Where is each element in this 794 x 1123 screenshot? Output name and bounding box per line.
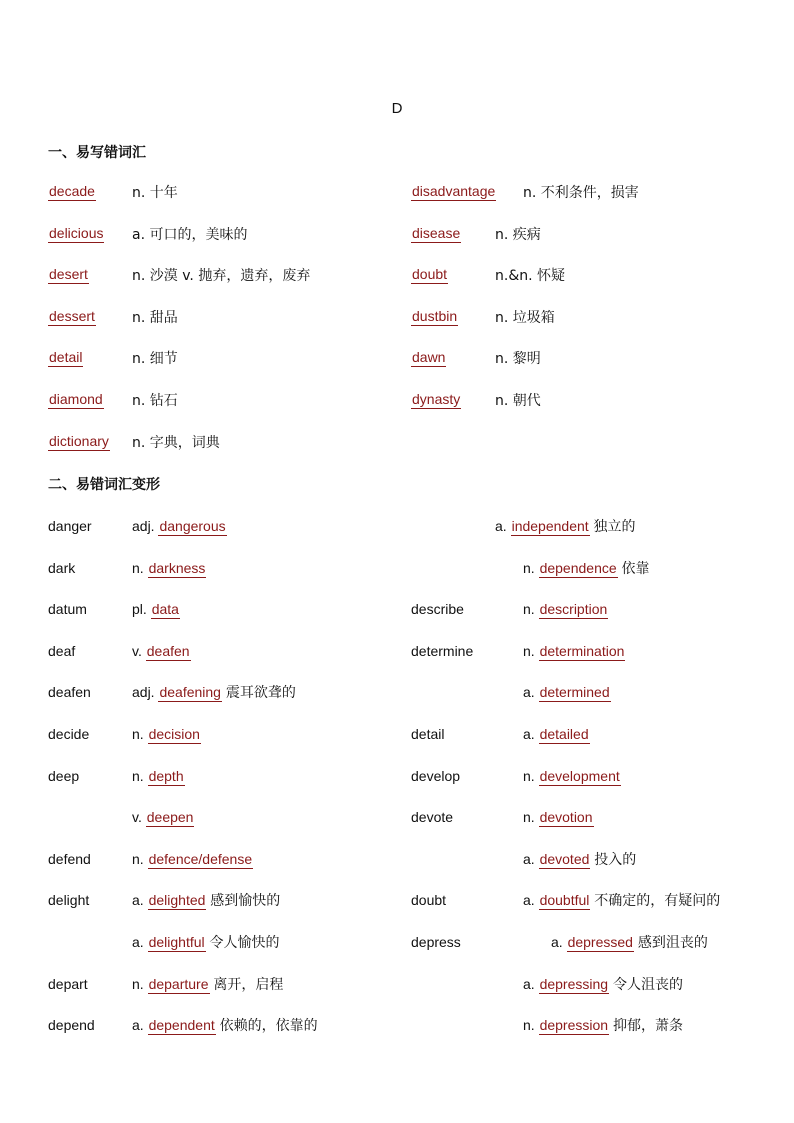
part-of-speech: n.	[132, 975, 144, 992]
derived-word: dependent	[148, 1017, 215, 1034]
derived-word: depressed	[567, 934, 633, 950]
word-form-row	[0, 515, 794, 537]
base-word: depend	[48, 1017, 95, 1034]
vocab-word: dustbin	[412, 307, 458, 324]
derived-form	[132, 557, 206, 579]
derived-word: data	[151, 601, 179, 618]
base-word: depart	[48, 975, 88, 992]
page-title: D	[391, 100, 403, 117]
base-word: doubt	[411, 892, 447, 909]
derived-form	[132, 1014, 318, 1037]
derived-word: deafening	[159, 684, 221, 701]
vocab-definition: n. 疾病	[495, 226, 541, 243]
chinese-meaning: 令人沮丧的	[612, 976, 683, 993]
derived-form	[523, 806, 594, 828]
vocab-definition: a. 可口的，美味的	[132, 226, 248, 243]
part-of-speech: a.	[523, 850, 535, 867]
base-word: deep	[48, 767, 80, 784]
derived-word: depressing	[539, 975, 609, 992]
vocab-word: disease	[412, 224, 461, 241]
vocab-definition: n. 甜品	[132, 309, 178, 326]
part-of-speech: n.	[523, 601, 535, 618]
vocab-row	[0, 265, 794, 287]
derived-word: devoted	[539, 850, 590, 867]
part-of-speech: n.	[132, 559, 144, 576]
part-of-speech: adj.	[132, 518, 155, 534]
derived-word: delighted	[148, 892, 206, 909]
word-form-row	[0, 973, 794, 995]
chinese-meaning: 离开，启程	[213, 976, 284, 993]
derived-word: development	[539, 767, 620, 784]
vocab-definition: n. 黎明	[495, 351, 541, 368]
word-form-row	[0, 557, 794, 579]
derived-form	[132, 723, 201, 745]
derived-form	[132, 515, 227, 537]
base-word: defend	[48, 850, 91, 867]
derived-word: darkness	[148, 559, 206, 576]
derived-form	[523, 557, 650, 580]
derived-word: detailed	[539, 726, 589, 742]
derived-form	[523, 640, 625, 662]
word-form-row	[0, 1014, 794, 1036]
vocab-word: delicious	[49, 224, 104, 241]
derived-word: determined	[539, 684, 610, 701]
base-word: develop	[411, 767, 461, 784]
word-form-row	[0, 931, 794, 953]
base-word: depress	[411, 934, 461, 950]
vocab-word: detail	[49, 349, 83, 366]
derived-form	[132, 765, 185, 787]
vocab-row	[0, 348, 794, 370]
base-word: determine	[411, 642, 474, 659]
word-form-row	[0, 598, 794, 620]
derived-word: deepen	[146, 809, 194, 826]
chinese-meaning: 感到愉快的	[210, 893, 281, 910]
base-word: decide	[48, 726, 90, 742]
chinese-meaning: 依靠	[621, 560, 650, 577]
part-of-speech: n.	[523, 1017, 535, 1034]
chinese-meaning: 投入的	[594, 851, 637, 868]
word-form-row	[0, 848, 794, 870]
vocab-row	[0, 224, 794, 246]
base-word: delight	[48, 892, 90, 909]
derived-word: doubtful	[539, 892, 590, 909]
base-word: detail	[411, 726, 445, 742]
part-of-speech: a.	[495, 518, 507, 534]
vocab-word: disadvantage	[412, 183, 496, 199]
derived-form	[132, 848, 253, 870]
derived-word: devotion	[539, 809, 593, 826]
chinese-meaning: 依赖的，依靠的	[219, 1018, 318, 1035]
part-of-speech: a.	[523, 684, 535, 701]
derived-form	[523, 765, 621, 787]
derived-word: defence/defense	[148, 850, 253, 867]
vocab-definition: n. 字典，词典	[132, 434, 220, 451]
vocab-definition: n. 十年	[132, 185, 178, 201]
section-2-heading: 二、易错词汇变形	[48, 477, 160, 493]
part-of-speech: a.	[132, 934, 144, 950]
derived-form	[132, 806, 194, 828]
word-form-row	[0, 640, 794, 662]
word-form-row	[0, 765, 794, 787]
derived-form	[523, 889, 720, 912]
derived-word: delightful	[148, 934, 205, 950]
vocab-row	[0, 432, 794, 454]
derived-form	[523, 973, 683, 996]
derived-form	[132, 973, 283, 996]
vocab-word: dictionary	[49, 432, 109, 449]
vocab-definition: n. 垃圾箱	[495, 309, 555, 326]
part-of-speech: a.	[523, 975, 535, 992]
vocab-row	[0, 182, 794, 204]
part-of-speech: n.	[132, 767, 144, 784]
vocab-definition: n. 沙漠 v. 抛弃，遗弃，废弃	[132, 268, 311, 285]
derived-form	[495, 515, 636, 538]
vocab-row	[0, 307, 794, 329]
derived-word: depth	[148, 767, 184, 784]
part-of-speech: n.	[523, 767, 535, 784]
chinese-meaning: 不确定的，有疑问的	[594, 893, 721, 910]
derived-form	[551, 931, 708, 954]
part-of-speech: pl.	[132, 601, 147, 618]
chinese-meaning: 震耳欲聋的	[225, 685, 296, 702]
vocab-row	[0, 390, 794, 412]
derived-form	[523, 723, 590, 745]
part-of-speech: n.	[523, 809, 535, 826]
word-form-row	[0, 889, 794, 911]
derived-form	[132, 598, 180, 620]
part-of-speech: n.	[523, 642, 535, 659]
section-1-heading: 一、易写错词汇	[48, 145, 146, 161]
part-of-speech: v.	[132, 809, 142, 826]
part-of-speech: v.	[132, 642, 142, 659]
base-word: devote	[411, 809, 454, 826]
chinese-meaning: 抑郁，萧条	[612, 1018, 683, 1035]
part-of-speech: n.	[132, 850, 144, 867]
derived-form	[523, 598, 608, 620]
derived-word: departure	[148, 975, 209, 992]
derived-word: dangerous	[159, 518, 226, 534]
base-word: describe	[411, 601, 464, 618]
derived-form	[523, 848, 636, 871]
vocab-definition: n. 细节	[132, 351, 178, 368]
vocab-definition: n. 不利条件，损害	[523, 185, 639, 201]
part-of-speech: a.	[132, 1017, 144, 1034]
vocab-definition: n. 钻石	[132, 393, 178, 409]
base-word: datum	[48, 601, 87, 618]
word-form-row	[0, 723, 794, 745]
vocab-word: desert	[49, 266, 88, 283]
vocab-definition: n.&n. 怀疑	[495, 268, 566, 285]
derived-form	[523, 681, 611, 703]
vocab-word: dawn	[412, 349, 446, 366]
part-of-speech: adj.	[132, 684, 155, 701]
chinese-meaning: 令人愉快的	[209, 935, 280, 951]
derived-form	[132, 889, 280, 912]
derived-word: description	[539, 601, 608, 618]
derived-form	[132, 640, 191, 662]
base-word: dark	[48, 559, 76, 576]
part-of-speech: a.	[523, 892, 535, 909]
derived-word: deafen	[146, 642, 190, 659]
word-form-row	[0, 806, 794, 828]
derived-form	[523, 1014, 683, 1037]
vocab-definition: n. 朝代	[495, 393, 541, 409]
base-word: danger	[48, 518, 92, 534]
base-word: deafen	[48, 684, 91, 701]
part-of-speech: a.	[132, 892, 144, 909]
base-word: deaf	[48, 642, 76, 659]
derived-word: dependence	[539, 559, 617, 576]
chinese-meaning: 感到沮丧的	[637, 935, 708, 951]
vocab-word: diamond	[49, 391, 103, 407]
derived-word: independent	[511, 518, 589, 534]
derived-word: decision	[148, 726, 200, 742]
derived-form	[132, 681, 296, 704]
vocab-word: decade	[49, 183, 95, 199]
part-of-speech: n.	[132, 726, 144, 742]
vocab-word: dessert	[49, 307, 95, 324]
part-of-speech: a.	[551, 934, 563, 950]
derived-form	[132, 931, 280, 954]
part-of-speech: a.	[523, 726, 535, 742]
derived-word: determination	[539, 642, 625, 659]
part-of-speech: n.	[523, 559, 535, 576]
chinese-meaning: 独立的	[593, 519, 636, 535]
derived-word: depression	[539, 1017, 609, 1034]
word-form-row	[0, 681, 794, 703]
vocab-word: doubt	[412, 266, 448, 283]
vocab-word: dynasty	[412, 391, 461, 407]
